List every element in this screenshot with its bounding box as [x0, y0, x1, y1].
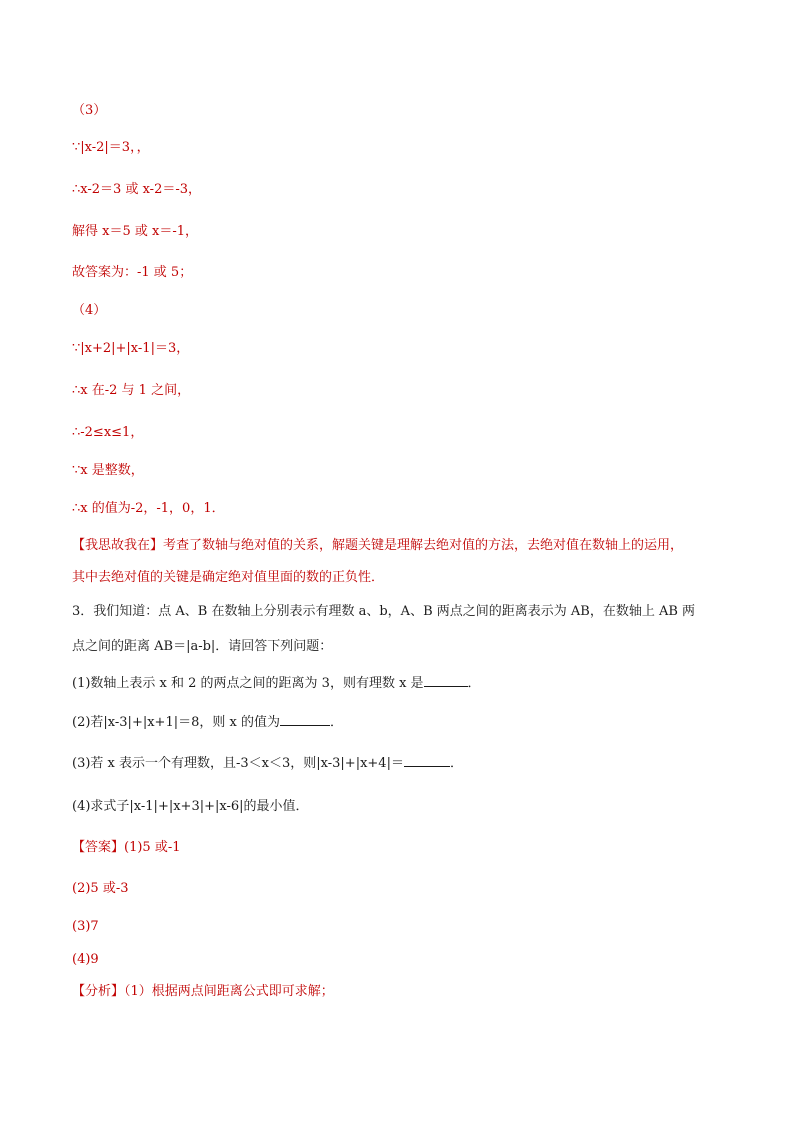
question-3-stem-1: 3．我们知道：点 A、B 在数轴上分别表示有理数 a、b，A、B 两点之间的距离表示为 AB，在数轴上 AB 两 — [72, 604, 696, 619]
reflection-tag: 【我思故我在】 — [72, 538, 164, 553]
reflection-text-2: 其中去绝对值的关键是确定绝对值里面的数的正负性． — [72, 570, 385, 585]
sub-3-text: (3)若 x 表示一个有理数，且-3＜x＜3，则|x-3|+|x+4|＝ — [72, 756, 404, 771]
answer-4: (4)9 — [72, 952, 99, 967]
question-3-sub-3 — [72, 754, 463, 774]
answer-tag: 【答案】 — [72, 840, 125, 855]
analysis-tag: 【分析】 — [72, 984, 125, 999]
answer-blank-1 — [424, 674, 468, 687]
answer-1: (1)5 或-1 — [124, 840, 181, 855]
analysis-line — [72, 982, 334, 1002]
analysis-text: （1）根据两点间距离公式即可求解； — [124, 984, 334, 999]
question-3-stem-2: 点之间的距离 AB＝|a-b|．请回答下列问题： — [72, 639, 333, 654]
part4-line-2: ∴x 在-2 与 1 之间， — [72, 383, 191, 398]
question-3-sub-2 — [72, 713, 343, 733]
part4-label: （4） — [72, 303, 107, 318]
sub-2-end: ． — [329, 715, 343, 730]
reflection-note — [72, 536, 683, 556]
sub-1-end: ． — [467, 676, 481, 691]
part3-line-4: 故答案为：-1 或 5； — [72, 265, 193, 280]
part4-line-5: ∴x 的值为-2，-1，0，1． — [72, 501, 225, 516]
part4-line-3: ∴-2≤x≤1， — [72, 425, 144, 440]
sub-3-end: ． — [449, 756, 463, 771]
sub-2-text: (2)若|x-3|+|x+1|＝8，则 x 的值为 — [72, 715, 280, 730]
sub-1-text: (1)数轴上表示 x 和 2 的两点之间的距离为 3，则有理数 x 是 — [72, 676, 424, 691]
part3-label: （3） — [72, 103, 107, 118]
answer-line-1 — [72, 838, 181, 858]
part3-line-2: ∴x-2＝3 或 x-2＝-3， — [72, 182, 202, 197]
part4-line-4: ∵x 是整数， — [72, 463, 144, 478]
answer-2: (2)5 或-3 — [72, 881, 129, 896]
answer-blank-3 — [404, 754, 450, 767]
question-3-sub-4: (4)求式子|x-1|+|x+3|+|x-6|的最小值． — [72, 799, 309, 814]
reflection-text-1: 考查了数轴与绝对值的关系，解题关键是理解去绝对值的方法，去绝对值在数轴上的运用， — [163, 538, 684, 553]
part3-line-1: ∵|x-2|＝3，， — [72, 140, 150, 155]
answer-blank-2 — [280, 713, 330, 726]
part4-line-1: ∵|x+2|+|x-1|＝3， — [72, 341, 190, 356]
answer-3: (3)7 — [72, 919, 99, 934]
part3-line-3: 解得 x＝5 或 x＝-1， — [72, 224, 198, 239]
question-3-sub-1 — [72, 674, 481, 694]
